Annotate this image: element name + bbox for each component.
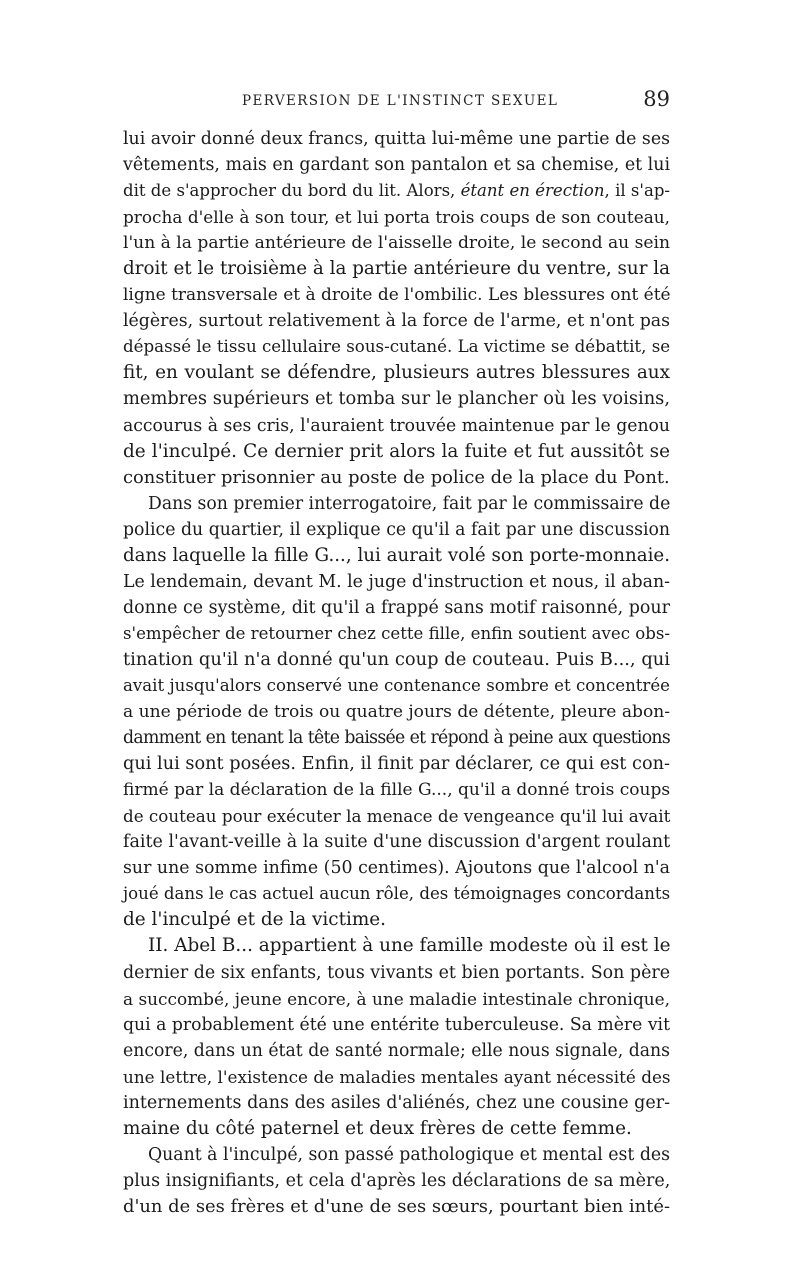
text-line: procha d'elle à son tour, et lui porta trois coups de son couteau, xyxy=(123,207,670,228)
text-line: lui avoir donné deux francs, quitta lui-même une partie de ses xyxy=(123,129,670,149)
running-head xyxy=(242,87,670,117)
text-line: maine du côté paternel et deux frères de cette femme. xyxy=(123,1117,632,1139)
text-line: de couteau pour exécuter la menace de vengeance qu'il lui avait xyxy=(123,806,671,827)
text-line: a succombé, jeune encore, à une maladie intestinale chronique, xyxy=(123,988,671,1009)
text-line: internements dans des asiles d'aliénés, chez une cousine ger- xyxy=(123,1092,670,1113)
text-line: faite l'avant-veille à la suite d'une discussion d'argent roulant xyxy=(123,832,671,853)
text-segment: , il s'ap- xyxy=(604,181,671,201)
text-line: dans laquelle la fille G..., lui aurait volé son porte-monnaie. xyxy=(123,544,670,566)
text-line: joué dans le cas actuel aucun rôle, des témoignages concordants xyxy=(123,884,671,904)
text-line: qui a probablement été une entérite tuberculeuse. Sa mère vit xyxy=(123,1014,670,1035)
text-line: légères, surtout relativement à la force de l'arme, et n'ont pas xyxy=(123,311,671,332)
text-line: droit et le troisième à la partie antérieure du ventre, sur la xyxy=(123,258,670,280)
text-line: firmé par la déclaration de la fille G..., qu'il a donné trois coups xyxy=(123,780,671,801)
text-line: avait jusqu'alors conservé une contenance sombre et concentrée xyxy=(123,675,670,695)
text-line xyxy=(123,178,670,204)
text-line: qui lui sont posées. Enfin, il finit par déclarer, ce qui est con- xyxy=(123,754,670,775)
text-segment: dit de s'approcher du bord du lit. Alors, xyxy=(123,181,461,201)
text-line: a une période de trois ou quatre jours de détente, pleure abon- xyxy=(123,702,670,723)
text-line: plus insignifiants, et cela d'après les déclarations de sa mère, xyxy=(123,1170,671,1191)
text-line: Dans son premier interrogatoire, fait par le commissaire de xyxy=(148,493,671,514)
text-line: Quant à l'inculpé, son passé pathologique et mental est des xyxy=(148,1144,670,1165)
italic-phrase: étant en érection xyxy=(460,181,605,201)
text-line: dépassé le tissu cellulaire sous-cutané. La victime se débattit, se xyxy=(123,337,671,357)
text-line: s'empêcher de retourner chez cette fille, enfin soutient avec obs- xyxy=(123,623,670,643)
text-line: II. Abel B... appartient à une famille modeste où il est le xyxy=(148,935,671,957)
page-number: 89 xyxy=(643,87,670,111)
text-line: donne ce système, dit qu'il a frappé sans motif raisonné, pour xyxy=(123,597,670,618)
text-line: dernier de six enfants, tous vivants et bien portants. Son père xyxy=(123,962,670,983)
body-text xyxy=(123,126,670,1220)
chapter-title: PERVERSION DE L'INSTINCT SEXUEL xyxy=(242,93,559,109)
text-line: une lettre, l'existence de maladies mentales ayant nécessité des xyxy=(123,1066,671,1087)
text-line: l'un à la partie antérieure de l'aisselle droite, le second au sein xyxy=(123,233,671,254)
text-line: fit, en voulant se défendre, plusieurs autres blessures aux xyxy=(123,362,670,384)
text-line: d'un de ses frères et d'une de ses sœurs, pourtant bien inté- xyxy=(123,1195,670,1217)
text-line: damment en tenant la tête baissée et répond à peine aux questions xyxy=(123,728,670,749)
text-line: accourus à ses cris, l'auraient trouvée maintenue par le genou xyxy=(123,415,670,436)
text-line: membres supérieurs et tomba sur le plancher où les voisins, xyxy=(123,388,670,410)
text-line: de l'inculpé. Ce dernier prit alors la fuite et fut aussitôt se xyxy=(123,440,670,462)
text-line: Le lendemain, devant M. le juge d'instruction et nous, il aban- xyxy=(123,571,671,592)
text-line: de l'inculpé et de la victime. xyxy=(123,909,387,931)
text-line: police du quartier, il explique ce qu'il a fait par une discussion xyxy=(123,519,670,540)
text-line: encore, dans un état de santé normale; elle nous signale, dans xyxy=(123,1040,670,1061)
text-line: constituer prisonnier au poste de police de la place du Pont. xyxy=(123,466,670,488)
text-line: tination qu'il n'a donné qu'un coup de couteau. Puis B..., qui xyxy=(123,648,670,670)
text-line: vêtements, mais en gardant son pantalon et sa chemise, et lui xyxy=(123,155,671,176)
text-line: sur une somme infime (50 centimes). Ajoutons que l'alcool n'a xyxy=(123,858,670,879)
text-line: ligne transversale et à droite de l'ombilic. Les blessures ont été xyxy=(123,285,671,306)
